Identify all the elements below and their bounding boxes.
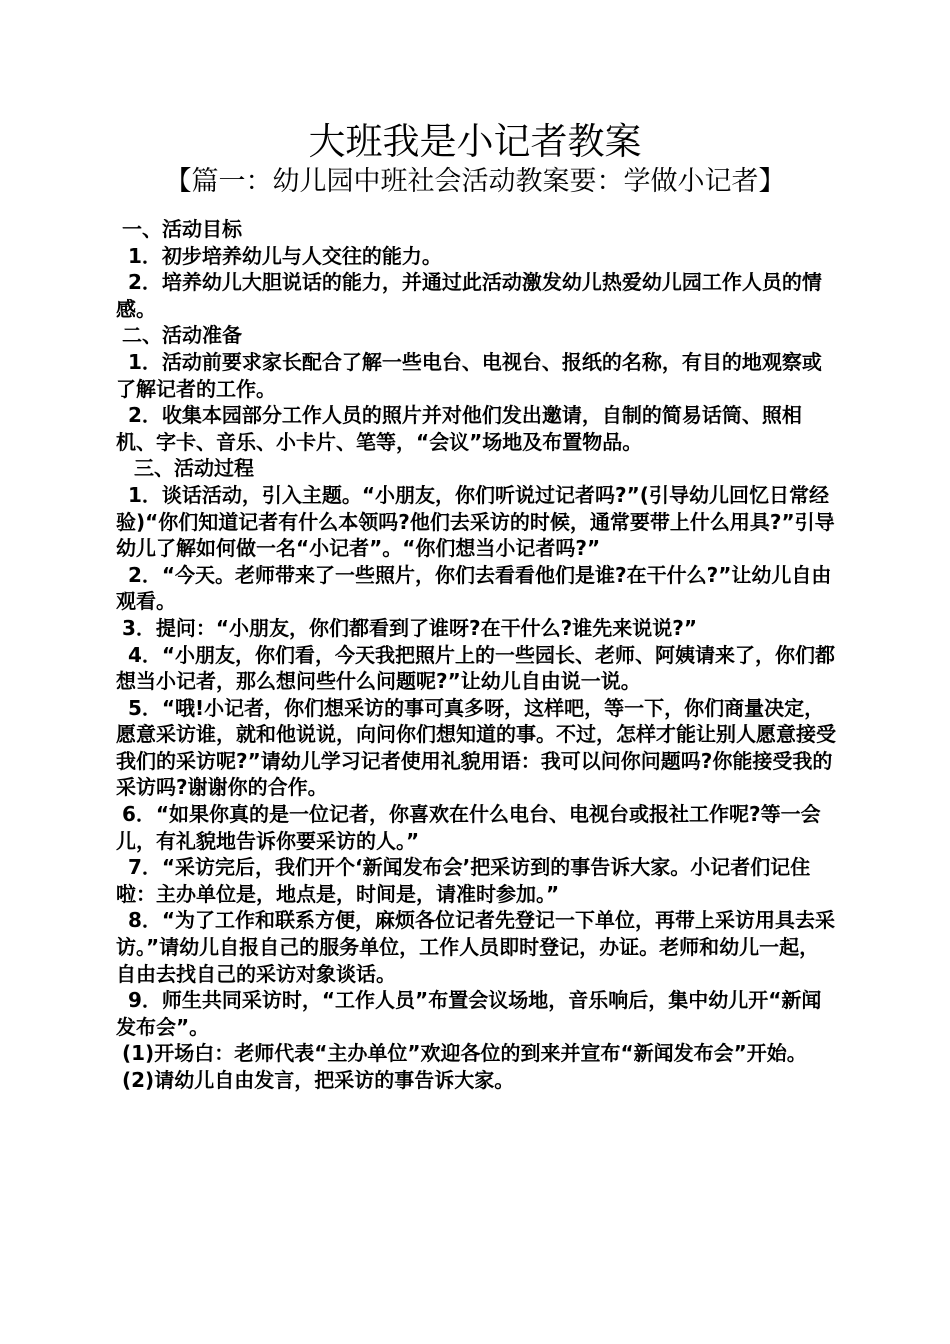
paragraph: 一、活动目标 — [122, 217, 242, 241]
paragraph: 7．“采访完后，我们开个‘新闻发布会’把采访到的事告诉大家。小记者们记住啦：主办单位是，地点是，时间是，请准时参加。” — [116, 855, 811, 906]
document-title: 大班我是小记者教案 — [308, 120, 642, 163]
document-body — [116, 216, 838, 1094]
paragraph: 1．谈话活动，引入主题。“小朋友，你们听说过记者吗?”(引导幼儿回忆日常经验)“你们知道记者有什么本领吗?他们去采访的时候，通常要带上什么用具?”引导幼儿了解如何做一名“小记者”。“你们想当小记者吗?” — [116, 482, 835, 561]
paragraph: 3．提问：“小朋友，你们都看到了谁呀?在干什么?谁先来说说?” — [122, 615, 698, 640]
paragraph: 二、活动准备 — [122, 323, 242, 348]
paragraph: 9．师生共同采访时，“工作人员”布置会议场地，音乐响后，集中幼儿开“新闻发布会”。 — [116, 988, 822, 1039]
paragraph: (2)请幼儿自由发言，把采访的事告诉大家。 — [122, 1068, 515, 1092]
paragraph: 1．初步培养幼儿与人交往的能力。 — [128, 243, 442, 268]
paragraph: 1．活动前要求家长配合了解一些电台、电视台、报纸的名称，有目的地观察或了解记者的工作。 — [116, 349, 822, 401]
paragraph: 6．“如果你真的是一位记者，你喜欢在什么电台、电视台或报社工作呢?等一会儿，有礼貌地告诉你要采访的人。” — [116, 802, 821, 853]
paragraph: 2．“今天。老师带来了一些照片，你们去看看他们是谁?在干什么?”让幼儿自由观看。 — [116, 562, 832, 614]
paragraph: 4．“小朋友，你们看，今天我把照片上的一些园长、老师、阿姨请来了，你们都想当小记者，那么想问些什么问题呢?”让幼儿自由说一说。 — [116, 642, 836, 694]
paragraph: 2．培养幼儿大胆说话的能力，并通过此活动激发幼儿热爱幼儿园工作人员的情感。 — [116, 270, 822, 321]
paragraph: 5．“哦!小记者，你们想采访的事可真多呀，这样吧，等一下，你们商量决定，愿意采访谁，就和他说说，向问你们想知道的事。不过，怎样才能让别人愿意接受我们的采访呢?”请幼儿学习记者使用礼貌用语：我可以问你问题吗?你能接受我的采访吗?谢谢你的合作。 — [116, 695, 836, 800]
document-subtitle: 【篇一：幼儿园中班社会活动教案要：学做小记者】 — [164, 166, 786, 197]
paragraph: 三、活动过程 — [134, 456, 254, 481]
paragraph: 2．收集本园部分工作人员的照片并对他们发出邀请，自制的简易话筒、照相机、字卡、音乐、小卡片、笔等，“会议”场地及布置物品。 — [116, 403, 802, 454]
paragraph: (1)开场白：老师代表“主办单位”欢迎各位的到来并宣布“新闻发布会”开始。 — [122, 1041, 807, 1066]
paragraph: 8．“为了工作和联系方便，麻烦各位记者先登记一下单位，再带上采访用具去采访。”请幼儿自报自己的服务单位，工作人员即时登记，办证。老师和幼儿一起，自由去找自己的采访对象谈话。 — [116, 908, 836, 986]
